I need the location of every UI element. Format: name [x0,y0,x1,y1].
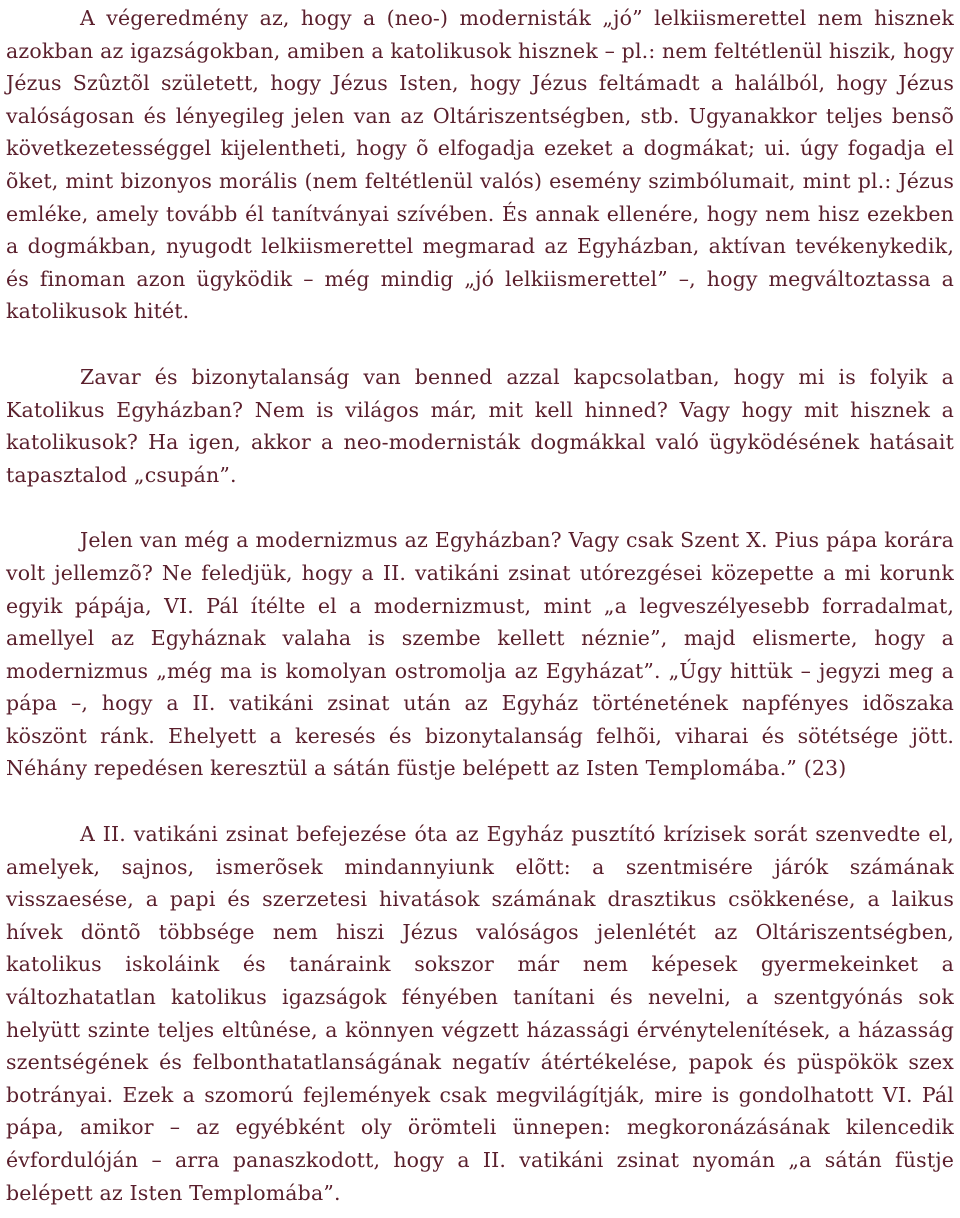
paragraph-modernism-today: Jelen van még a modernizmus az Egyházban? Vagy csak Szent X. Pius pápa korára volt jellemzõ? Ne feledjük, hogy a II. vatikáni zsinat utórezgései közepette a mi korunk egyik pápája, VI. Pál ítélte el a modernizmust, mint „a legveszélyesebb forradalmat, amellyel az Egyháznak valaha is szembe kellett néznie”, majd elismerte, hogy a modernizmus „még ma is komolyan ostromolja az Egyházat”. „Úgy hittük – jegyzi meg a pápa –, hogy a II. vatikáni zsinat után az Egyház történetének napfényes idõszaka köszönt ránk. Ehelyett a keresés és bizonytalanság felhõi, viharai és sötétsége jött. Néhány repedésen keresztül a sátán füstje belépett az Isten Templomába.” (23) [6,528,954,781]
paragraph-modernists-conscience: A végeredmény az, hogy a (neo-) modernisták „jó” lelkiismerettel nem hisznek azokban az igazságokban, amiben a katolikusok hisznek – pl.: nem feltétlenül hiszik, hogy Jézus Szûztõl született, hogy Jézus Isten, hogy Jézus feltámadt a halálból, hogy Jézus valóságosan és lényegileg jelen van az Oltáriszentségben, stb. Ugyanakkor teljes bensõ következetességgel kijelentheti, hogy õ elfogadja ezeket a dogmákat; ui. úgy fogadja el õket, mint bizonyos morális (nem feltétlenül valós) esemény szimbólumait, mint pl.: Jézus emléke, amely tovább él tanítványai szívében. És annak ellenére, hogy nem hisz ezekben a dogmákban, nyugodt lelkiismerettel megmarad az Egyházban, aktívan tevékenykedik, és finoman azon ügyködik – még mindig „jó lelkiismerettel” –, hogy megváltoztassa a katolikusok hitét. [6,6,954,324]
paragraph-confusion-questions: Zavar és bizonytalanság van benned azzal kapcsolatban, hogy mi is folyik a Katolikus Egyházban? Nem is világos már, mit kell hinned? Vagy hogy mit hisznek a katolikusok? Ha igen, akkor a neo-modernisták dogmákkal való ügyködésének hatásait tapasztalod „csupán”. [6,364,954,487]
paragraph-church-crises: A II. vatikáni zsinat befejezése óta az Egyház pusztító krízisek sorát szenvedte el, amelyek, sajnos, ismerõsek mindannyiunk elõtt: a szentmisére járók számának visszaesése, a papi és szerzetesi hivatások számának drasztikus csökkenése, a laikus hívek döntõ többsége nem hiszi Jézus valóságos jelenlétét az Oltáriszentségben, katolikus iskoláink és tanáraink sokszor már nem képesek gyermekeinket a változhatatlan katolikus igazságok fényében tanítani és nevelni, a szentgyónás sok helyütt szinte teljes eltûnése, a könnyen végzett házassági érvénytelenítések, a házasság szentségének és felbonthatatlanságának negatív átértékelése, papok és püspökök szex botrányai. Ezek a szomorú fejlemények csak megvilágítják, mire is gondolhatott VI. Pál pápa, amikor – az egyébként oly örömteli ünnepen: megkoronázásának kilencedik évfordulóján – arra panaszkodott, hogy a II. vatikáni zsinat nyomán „a sátán füstje belépett az Isten Templomába”. [6,822,954,1205]
document-page [6,0,954,1209]
